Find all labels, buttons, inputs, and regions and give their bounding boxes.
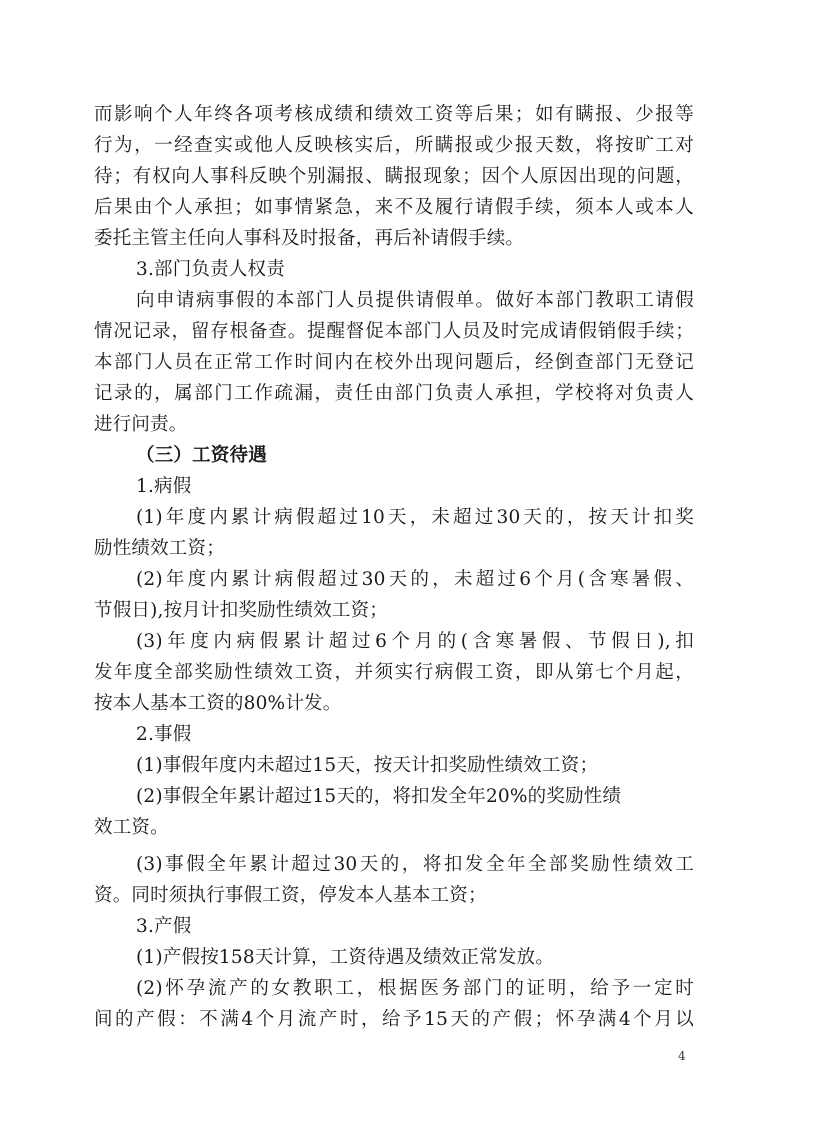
text-line: 情况记录，留存根备查。提醒督促本部门人员及时完成请假销假手续； [94,321,694,342]
paragraph-dept-responsibility [94,285,694,440]
item-sick-leave-2 [94,564,694,626]
text-line: 本部门人员在正常工作时间内在校外出现问题后，经倒查部门无登记 [94,352,694,373]
text-line: 发年度全部奖励性绩效工资，并须实行病假工资，即从第七个月起， [94,662,694,683]
text-line: 而影响个人年终各项考核成绩和绩效工资等后果；如有瞒报、少报等 [94,104,694,125]
paragraph-consequences [94,99,694,254]
subheading-sick-leave: 1.病假 [136,476,192,497]
page-number: 4 [678,1049,686,1063]
item-maternity-leave-2 [94,973,694,1035]
text-line: 进行问责。 [94,414,188,435]
text-line: 资。同时须执行事假工资，停发本人基本工资； [94,885,487,906]
document-body [94,99,694,1035]
text-line: (2)怀孕流产的女教职工，根据医务部门的证明，给予一定时 [136,978,694,999]
text-line: 励性绩效工资； [94,538,225,559]
text-line: 委托主管主任向人事科及时报备，再后补请假手续。 [94,228,525,249]
text-line: 后果由个人承担；如事情紧急，来不及履行请假手续，须本人或本人 [94,197,694,218]
text-line: (3)事假全年累计超过30天的，将扣发全年全部奖励性绩效工 [136,854,694,875]
item-personal-leave-3 [94,849,694,911]
item-sick-leave-3 [94,626,694,719]
text-line: (2)年度内累计病假超过30天的，未超过6个月(含寒暑假、 [136,569,694,590]
item-personal-leave-2 [94,781,694,843]
text-line: 记录的，属部门工作疏漏，责任由部门负责人承担，学校将对负责人 [94,383,694,404]
text-line: 向申请病事假的本部门人员提供请假单。做好本部门教职工请假 [136,290,694,311]
text-line: 行为，一经查实或他人反映核实后，所瞒报或少报天数，将按旷工对 [94,135,694,156]
text-line: 待；有权向人事科反映个别漏报、瞒报现象；因个人原因出现的问题， [94,166,694,187]
text-line: 效工资。 [94,817,169,838]
text-line: (1)年度内累计病假超过10天，未超过30天的，按天计扣奖 [136,507,694,528]
text-line: (3)年度内病假累计超过6个月的(含寒暑假、节假日),扣 [136,631,694,652]
section-heading-dept-responsibility: 3.部门负责人权责 [136,259,285,280]
item-maternity-leave-1: (1)产假按158天计算，工资待遇及绩效正常发放。 [136,947,555,968]
subheading-maternity-leave: 3.产假 [136,916,192,937]
subheading-personal-leave: 2.事假 [136,724,192,745]
text-line: (2)事假全年累计超过15天的，将扣发全年20%的奖励性绩 [136,786,622,807]
text-line: 间的产假：不满4个月流产时，给予15天的产假；怀孕满4个月以 [94,1009,694,1030]
text-line: 按本人基本工资的80%计发。 [94,693,342,714]
item-sick-leave-1 [94,502,694,564]
section-heading-salary: （三）工资待遇 [136,445,267,466]
item-personal-leave-1: (1)事假年度内未超过15天，按天计扣奖励性绩效工资； [136,755,599,776]
text-line: 节假日),按月计扣奖励性绩效工资； [94,600,388,621]
